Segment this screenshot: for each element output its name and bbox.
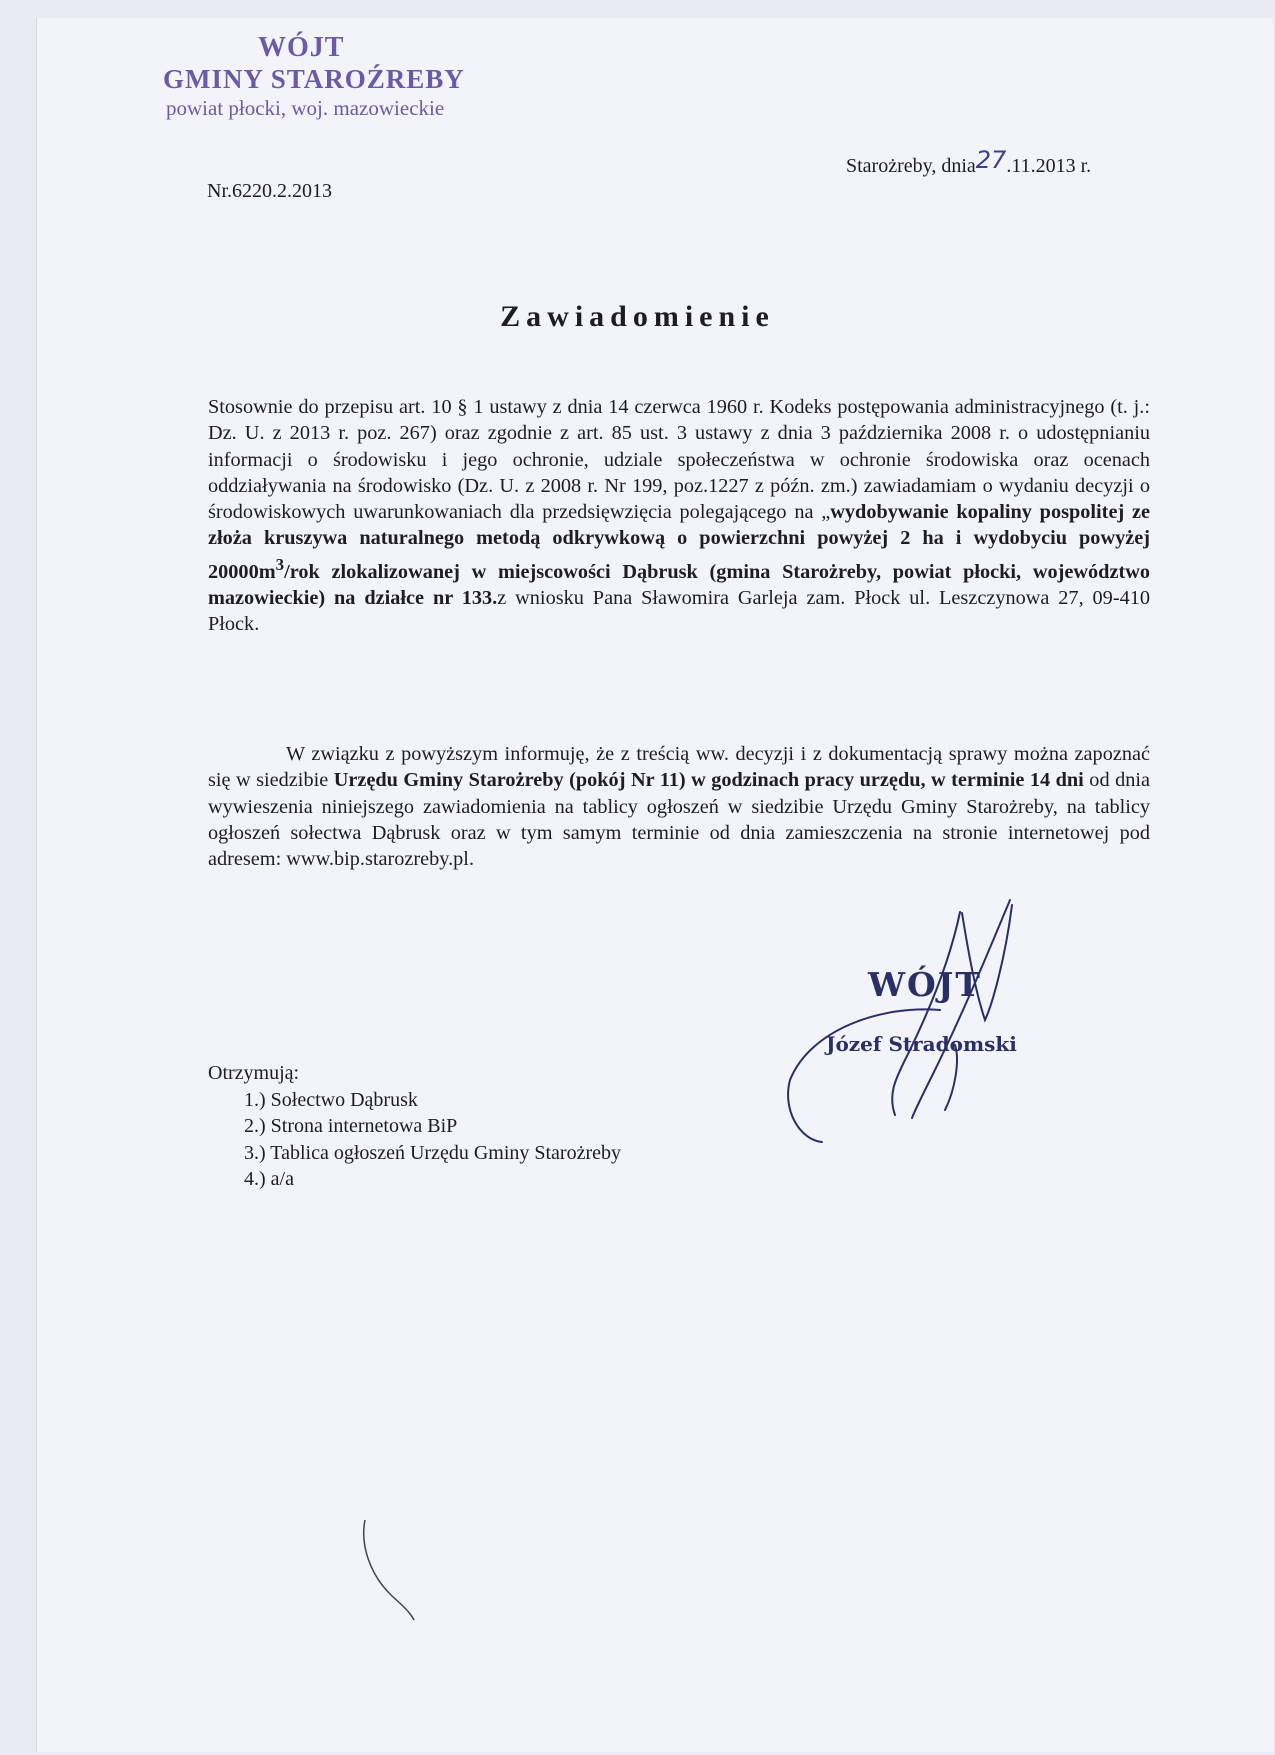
recipients-list: [208, 1060, 621, 1193]
recipient-item: 2.) Strona internetowa BiP: [244, 1115, 458, 1137]
recipients-heading: Otrzymują:: [208, 1062, 300, 1084]
document-title: Zawiadomienie: [500, 300, 775, 333]
office-stamp-region: powiat płocki, woj. mazowieckie: [166, 96, 445, 120]
paragraph1-bold-b: /rok zlokalizowanej w miejscowości Dąbrusk (gmina Starożreby, powiat płocki, województwo mazowieckie) na działce nr 133.: [208, 560, 1150, 609]
office-stamp-title: WÓJT: [258, 32, 345, 63]
paragraph1-bold-a: wydobywanie kopaliny pospolitej ze złoża kruszywa naturalnego metodą odkrywkową o powierzchni powyżej 2 ha i wydobyciu powyżej 20000m: [208, 501, 1150, 583]
paragraph2-bold: Urzędu Gminy Starożreby (pokój Nr 11) w godzinach pracy urzędu, w terminie 14 dni: [333, 769, 1084, 792]
recipient-item: 4.) a/a: [244, 1168, 294, 1190]
recipient-item: 3.) Tablica ogłoszeń Urzędu Gminy Starożreby: [244, 1141, 622, 1164]
paragraph1-tail: z wniosku Pana Sławomira Garleja zam. Płock ul. Leszczynowa 27, 09-410 Płock.: [208, 586, 1150, 636]
paragraph1-sup: 3: [275, 554, 285, 574]
paragraph-notice: [208, 394, 1150, 637]
office-stamp-municipality: GMINY STAROŹREBY: [163, 64, 465, 94]
signature-stamp-name: Józef Stradomski: [826, 1032, 1017, 1056]
paragraph2-tail: od dnia wywieszenia niniejszego zawiadomienia na tablicy ogłoszeń w siedzibie Urzędu Gminy Starożreby, na tablicy ogłoszeń sołectwa Dąbrusk oraz w tym samym terminie od dnia zamieszczenia na stronie internetowej pod adresem: www.bip.starozreby.pl.: [208, 769, 1150, 871]
date-line: [846, 146, 1092, 178]
signature-stamp-title: WÓJT: [868, 965, 982, 1004]
paragraph1-text: Stosownie do przepisu art. 10 § 1 ustawy z dnia 14 czerwca 1960 r. Kodeks postępowania administracyjnego (t. j.: Dz. U. z 2013 r. poz. 267) oraz zgodnie z art. 85 ust. 3 ustawy z dnia 3 października 2008 r. o udostępnianiu informacji o środowisku i jego ochronie, udziale społeczeństwa w ochronie środowiska oraz ocenach oddziaływania na środowisko (Dz. U. z 2008 r. Nr 199, poz.1227 z późn. zm.) zawiadamiam o wydaniu decyzji o środowiskowych uwarunkowaniach dla przedsięwzięcia polegającego na „: [208, 396, 1150, 524]
document-page: [36, 18, 1273, 1752]
date-prefix: Starożreby, dnia: [846, 155, 976, 177]
reference-number: Nr.6220.2.2013: [207, 180, 332, 202]
recipient-item: 1.) Sołectwo Dąbrusk: [244, 1088, 418, 1111]
handwritten-day: 27: [975, 146, 1007, 174]
paragraph-information: [208, 741, 1150, 872]
date-suffix: .11.2013 r.: [1006, 155, 1092, 177]
paragraph2-text: W związku z powyższym informuję, że z treścią ww. decyzji i z dokumentacją sprawy można zapoznać się w siedzibie: [208, 743, 1150, 792]
